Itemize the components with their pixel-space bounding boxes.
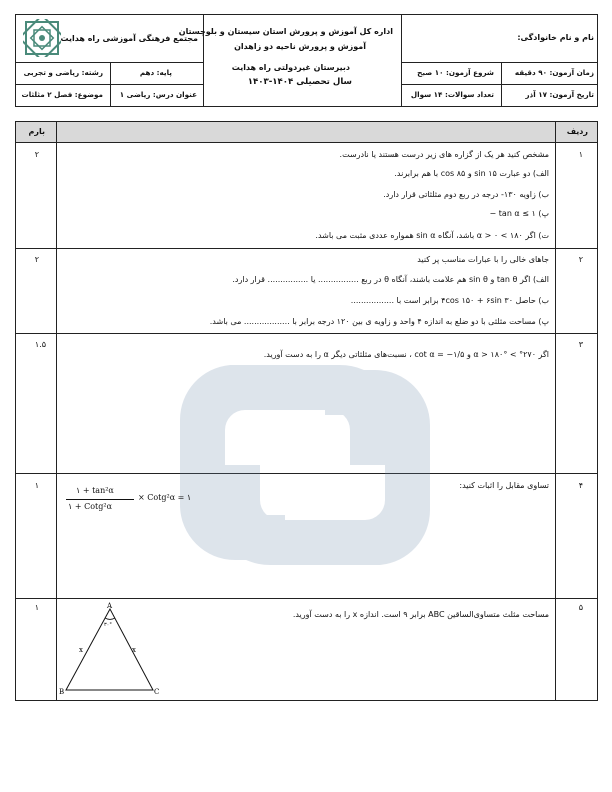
col-header-row: ردیف xyxy=(566,127,588,136)
q4-number: ۴ xyxy=(578,481,583,490)
q2-score: ۲ xyxy=(34,255,39,264)
course-label: عنوان درس: ریاضی ۱ xyxy=(119,90,197,99)
q1-line-2: الف) دو عبارت sin ۱۵ و cos ۸۵ با هم برابرند. xyxy=(394,169,549,178)
q2-line-4: پ) مساحت مثلثی با دو ضلع به اندازه ۴ واحد و زاویه ی بین ۱۲۰ درجه برابر با .................. می باشد. xyxy=(209,317,549,326)
school-logo-icon xyxy=(23,19,61,57)
col-header-score: بارم xyxy=(28,127,45,136)
q5-score: ۱ xyxy=(34,603,39,612)
q4-fraction-bar xyxy=(66,499,134,500)
question-count: تعداد سوالات: ۱۴ سوال xyxy=(410,90,494,99)
q1-number: ۱ xyxy=(578,150,583,159)
grade-label: پایه: دهم xyxy=(139,68,172,77)
q4-formula-rest: × Cotg²α = ۱ xyxy=(138,493,192,502)
q4-score: ۱ xyxy=(34,481,39,490)
org-line-2: آموزش و پرورش ناحیه دو زاهدان xyxy=(234,42,366,51)
q1-line-5: ت) اگر ۱۸۰ > α > ۰ باشد، آنگاه sin α همواره عددی مثبت می باشد. xyxy=(315,231,549,240)
field-label: رشته: ریاضی و تجربی xyxy=(23,68,103,77)
q3-number: ۳ xyxy=(578,340,583,349)
q2-line-1: جاهای خالی را با عبارات مناسب پر کنید xyxy=(417,255,549,264)
q4-formula-numerator: ۱ + tan²α xyxy=(76,486,114,495)
q5-side-right: x xyxy=(132,646,136,654)
q5-text: مساحت مثلث متساوی‌الساقین ABC برابر ۹ است. اندازه x را به دست آورید. xyxy=(292,610,549,619)
q4-formula-denominator: ۱ + Cotg²α xyxy=(68,502,112,511)
q3-score: ۱.۵ xyxy=(34,340,46,349)
exam-start: شروع آزمون: ۱۰ صبح xyxy=(417,68,494,77)
exam-date: تاریخ آزمون: ۱۷ آذر xyxy=(525,90,594,99)
q5-vertex-b: B xyxy=(59,688,65,696)
org-line-3: دبیرستان غیردولتی راه هدایت xyxy=(231,63,350,72)
topic-label: موضوع: فصل ۲ مثلثات xyxy=(21,90,103,99)
student-name-label: نام و نام خانوادگی: xyxy=(517,33,594,42)
q1-line-1: مشخص کنید هر یک از گزاره های زیر درست هستند یا نادرست. xyxy=(339,150,549,159)
q1-line-3: ب) زاویه ۱۳۰- درجه در ربع دوم مثلثاتی قرار دارد. xyxy=(383,190,549,199)
q3-text: اگر ۲۷۰° > α > ۱۸۰° و cot α = −۱/۵ ، نسبت‌های مثلثاتی دیگر α را به دست آورید. xyxy=(263,350,549,359)
q2-line-3: ب) حاصل ۴cos ۱۵۰ + ۶sin ۳۰ برابر است با ................. xyxy=(350,296,549,305)
q5-vertex-c: C xyxy=(154,688,160,696)
q2-number: ۲ xyxy=(578,255,583,264)
q5-number: ۵ xyxy=(578,603,583,612)
org-line-1: اداره کل آموزش و پرورش استان سیستان و بلوچستان xyxy=(178,27,393,36)
watermark-logo-icon xyxy=(170,345,440,585)
school-name: مجتمع فرهنگی آموزشی راه هدایت xyxy=(60,34,198,43)
q4-formula xyxy=(66,486,226,526)
q1-score: ۲ xyxy=(34,150,39,159)
q4-text: تساوی مقابل را اثبات کنید: xyxy=(459,481,549,490)
school-year: سال تحصیلی ۱۴۰۴-۱۴۰۳ xyxy=(247,77,352,87)
q2-line-2: الف) اگر tan θ و sin θ هم علامت باشند، آنگاه θ در ربع ................ یا ................ قرار دارد. xyxy=(232,275,549,284)
q1-line-4: پ) tan α ≤ ۱ − xyxy=(489,209,549,218)
q5-apex-angle: ۳۰° xyxy=(104,622,112,628)
q5-triangle-diagram xyxy=(58,600,168,696)
q5-vertex-a: A xyxy=(107,602,113,610)
q5-side-left: x xyxy=(79,646,83,654)
exam-time: زمان آزمون: ۹۰ دقیقه xyxy=(514,68,594,77)
